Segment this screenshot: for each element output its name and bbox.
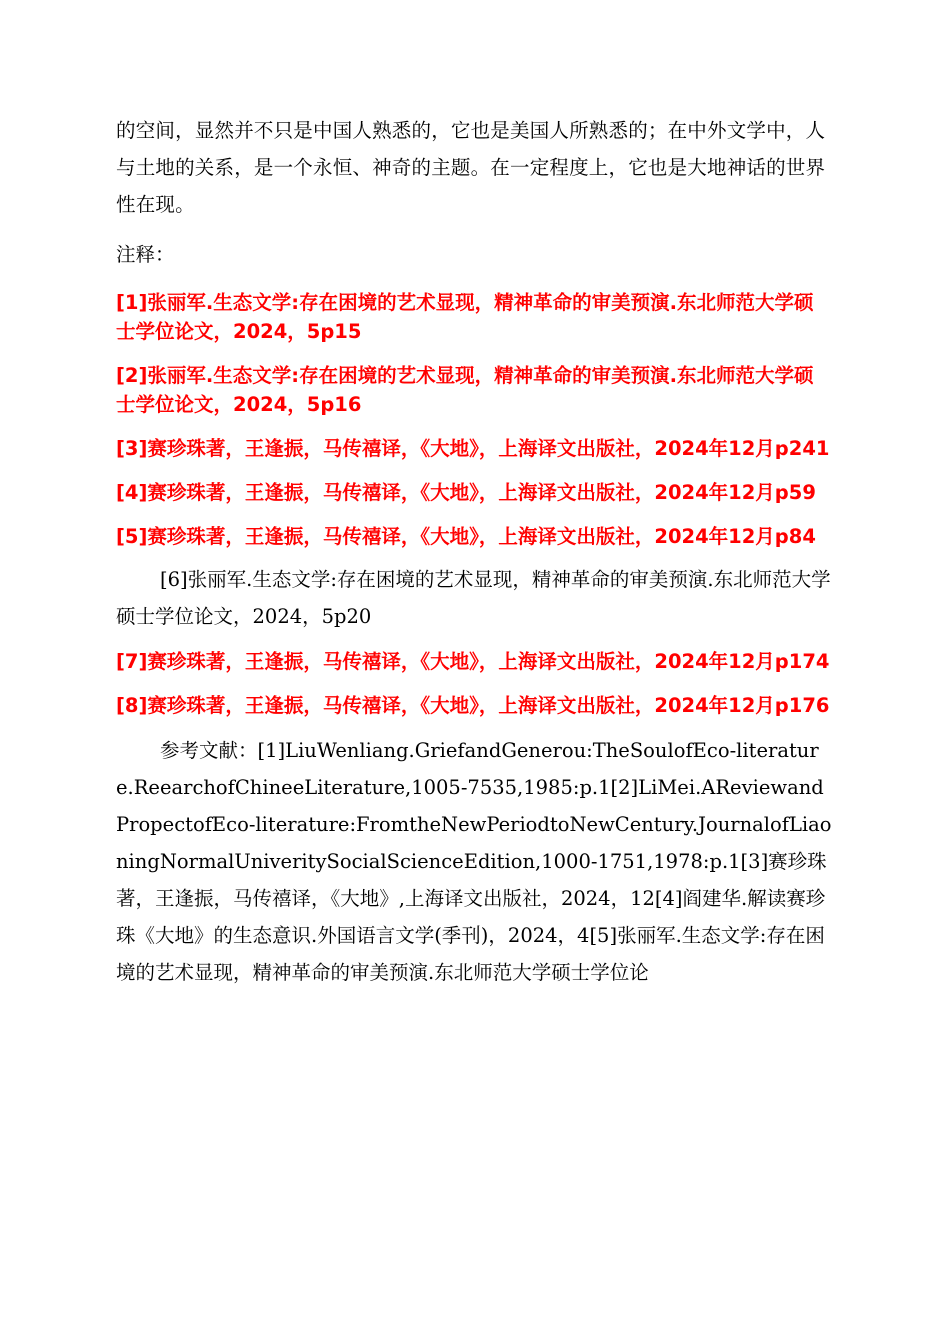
- note-2: [2]张丽军.生态文学:存在困境的艺术显现，精神革命的审美预演.东北师范大学硕士学位论文，2024，5p16: [116, 364, 814, 416]
- note-8: [8]赛珍珠著，王逢振，马传禧译，《大地》，上海译文出版社，2024年12月p176: [116, 694, 830, 717]
- note-5: [5]赛珍珠著，王逢振，马传禧译，《大地》，上海译文出版社，2024年12月p84: [116, 525, 816, 548]
- note-3: [3]赛珍珠著，王逢振，马传禧译，《大地》，上海译文出版社，2024年12月p241: [116, 437, 830, 460]
- note-1: [1]张丽军.生态文学:存在困境的艺术显现，精神革命的审美预演.东北师范大学硕士学位论文，2024，5p15: [116, 291, 814, 343]
- document-body: [116, 112, 832, 991]
- note-7: [7]赛珍珠著，王逢振，马传禧译，《大地》，上海译文出版社，2024年12月p174: [116, 650, 830, 673]
- note-6: [6]张丽军.生态文学:存在困境的艺术显现，精神革命的审美预演.东北师范大学硕士学位论文，2024，5p20: [116, 568, 831, 628]
- intro-paragraph: 的空间，显然并不只是中国人熟悉的，它也是美国人所熟悉的；在中外文学中，人与土地的关系，是一个永恒、神奇的主题。在一定程度上，它也是大地神话的世界性在现。: [116, 119, 826, 216]
- note-4: [4]赛珍珠著，王逢振，马传禧译，《大地》，上海译文出版社，2024年12月p59: [116, 481, 816, 504]
- references-paragraph: 参考文献：[1]LiuWenliang.GriefandGenerou:TheSoulofEco-literature.ReearchofChineeLiterature,1005-7535,1985:p.1[2]LiMei.AReviewandPropectofEco-literature:FromtheNewPeriodtoNewCentury.JournalofLiaoningNormalUniveritySocialScienceEdition,1000-1751,1978:p.1[3]赛珍珠著，王逢振，马传禧译，《大地》,上海译文出版社，2024，12[4]阎建华.解读赛珍珠《大地》的生态意识.外国语言文学(季刊)，2024，4[5]张丽军.生态文学:存在困境的艺术显现，精神革命的审美预演.东北师范大学硕士学位论: [116, 739, 832, 984]
- notes-label: 注释：: [116, 243, 175, 266]
